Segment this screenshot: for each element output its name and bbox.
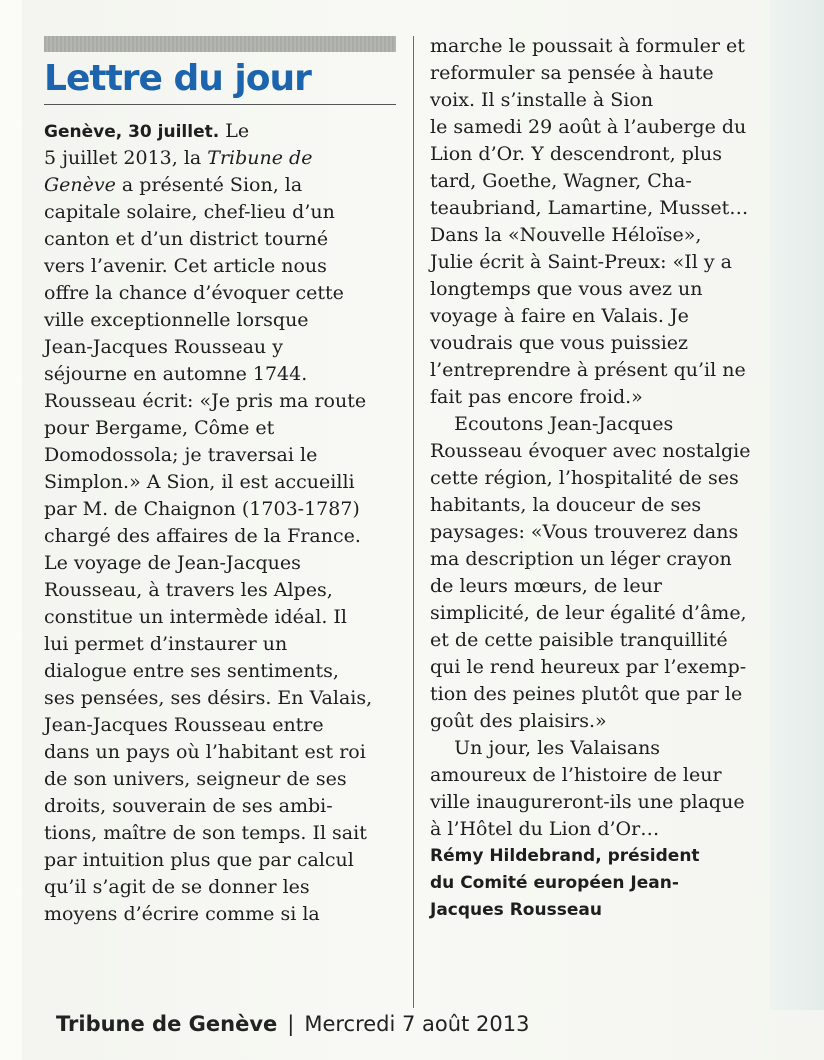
article-line: séjourne en automne 1744. [44, 363, 308, 385]
article-line: moyens d’écrire comme si la [44, 903, 320, 925]
article-line: l’entreprendre à présent qu’il ne [430, 359, 746, 381]
article-line: Un jour, les Valaisans [430, 737, 661, 759]
article-line: tion des peines plutôt que par le [430, 683, 743, 705]
section-header-bar [44, 36, 396, 52]
article-line: Jean-Jacques Rousseau entre [44, 714, 324, 736]
article-line: ma description un léger crayon [430, 548, 732, 570]
article-line: Rousseau écrit: «Je pris ma route [44, 390, 367, 412]
article-column-right [430, 33, 750, 924]
article-line: ses pensées, ses désirs. En Valais, [44, 687, 373, 709]
article-line: paysages: «Vous trouverez dans [430, 521, 739, 543]
article-line: droits, souverain de ses ambi- [44, 795, 333, 817]
article-line: voix. Il s’installe à Sion [430, 89, 654, 111]
article-line: dialogue entre ses sentiments, [44, 660, 339, 682]
footer-separator: | [287, 1012, 295, 1036]
article-line: Le voyage de Jean-Jacques [44, 552, 301, 574]
article-line [44, 118, 372, 145]
article-text: Le [219, 120, 250, 142]
article-line: par M. de Chaignon (1703-1787) [44, 498, 360, 520]
article-line: simplicité, de leur égalité d’âme, [430, 602, 747, 624]
article-line: pour Bergame, Côme et [44, 417, 275, 439]
signature-line: du Comité européen Jean- [430, 873, 679, 893]
article-line: lui permet d’instaurer un [44, 633, 288, 655]
publication-name: Tribune de [207, 147, 313, 169]
article-line: qu’il s’agit de se donner les [44, 876, 310, 898]
article-line: amoureux de l’histoire de leur [430, 764, 722, 786]
article-line: Lion d’Or. Y descendront, plus [430, 143, 722, 165]
article-line: longtemps que vous avez un [430, 278, 703, 300]
article-line: Ecoutons Jean-Jacques [430, 413, 674, 435]
article-line: Julie écrit à Saint-Preux: «Il y a [430, 251, 732, 273]
article-line: ville inaugureront-ils une plaque [430, 791, 745, 813]
article-line: qui le rend heureux par l’exemp- [430, 656, 747, 678]
article-line: de leurs mœurs, de leur [430, 575, 662, 597]
author-signature [430, 843, 750, 924]
article-line [44, 172, 372, 199]
article-line [44, 145, 372, 172]
article-line: Dans la «Nouvelle Héloïse», [430, 224, 702, 246]
article-column-left [44, 118, 372, 928]
article-line: Jean-Jacques Rousseau y [44, 336, 283, 358]
article-line: vers l’avenir. Cet article nous [44, 255, 327, 277]
signature-line: Jacques Rousseau [430, 900, 602, 920]
title-underline [44, 104, 396, 105]
article-line: habitants, la douceur de ses [430, 494, 702, 516]
article-line: teaubriand, Lamartine, Musset… [430, 197, 749, 219]
article-line: fait pas encore froid.» [430, 386, 643, 408]
page-margin [0, 0, 22, 1060]
newspaper-name: Tribune de Genève [56, 1012, 278, 1036]
article-line: voyage à faire en Valais. Je [430, 305, 689, 327]
article-text: 5 juillet 2013, la [44, 147, 208, 169]
article-line: et de cette paisible tranquillité [430, 629, 728, 651]
article-line: à l’Hôtel du Lion d’Or… [430, 818, 660, 840]
article-line: voudrais que vous puissiez [430, 332, 689, 354]
article-line: constitue un intermède idéal. Il [44, 606, 347, 628]
article-text: a présenté Sion, la [115, 174, 303, 196]
page-footer [56, 1010, 529, 1038]
article-line: ville exceptionnelle lorsque [44, 309, 309, 331]
publication-date: Mercredi 7 août 2013 [304, 1012, 530, 1036]
article-line: offre la chance d’évoquer cette [44, 282, 344, 304]
signature-line: Rémy Hildebrand, président [430, 846, 700, 866]
article-line: Rousseau évoquer avec nostalgie [430, 440, 751, 462]
article-line: tard, Goethe, Wagner, Cha- [430, 170, 692, 192]
article-line: par intuition plus que par calcul [44, 849, 354, 871]
article-line: reformuler sa pensée à haute [430, 62, 714, 84]
article-line: tions, maître de son temps. Il sait [44, 822, 367, 844]
article-line: le samedi 29 août à l’auberge du [430, 116, 747, 138]
adjacent-column-bleed [770, 0, 824, 1010]
section-title: Lettre du jour [44, 58, 311, 99]
article-line: Rousseau, à travers les Alpes, [44, 579, 333, 601]
article-line: Domodossola; je traversai le [44, 444, 318, 466]
publication-name: Genève [44, 174, 116, 196]
article-line: chargé des affaires de la France. [44, 525, 361, 547]
article-line: de son univers, seigneur de ses [44, 768, 347, 790]
dateline: Genève, 30 juillet. [44, 122, 220, 142]
article-line: Simplon.» A Sion, il est accueilli [44, 471, 355, 493]
article-line: canton et d’un district tourné [44, 228, 329, 250]
article-line: capitale solaire, chef-lieu d’un [44, 201, 335, 223]
article-line: goût des plaisirs.» [430, 710, 607, 732]
article-line: dans un pays où l’habitant est roi [44, 741, 366, 763]
article-line: marche le poussait à formuler et [430, 35, 745, 57]
column-divider [413, 36, 414, 1008]
article-line: cette région, l’hospitalité de ses [430, 467, 739, 489]
